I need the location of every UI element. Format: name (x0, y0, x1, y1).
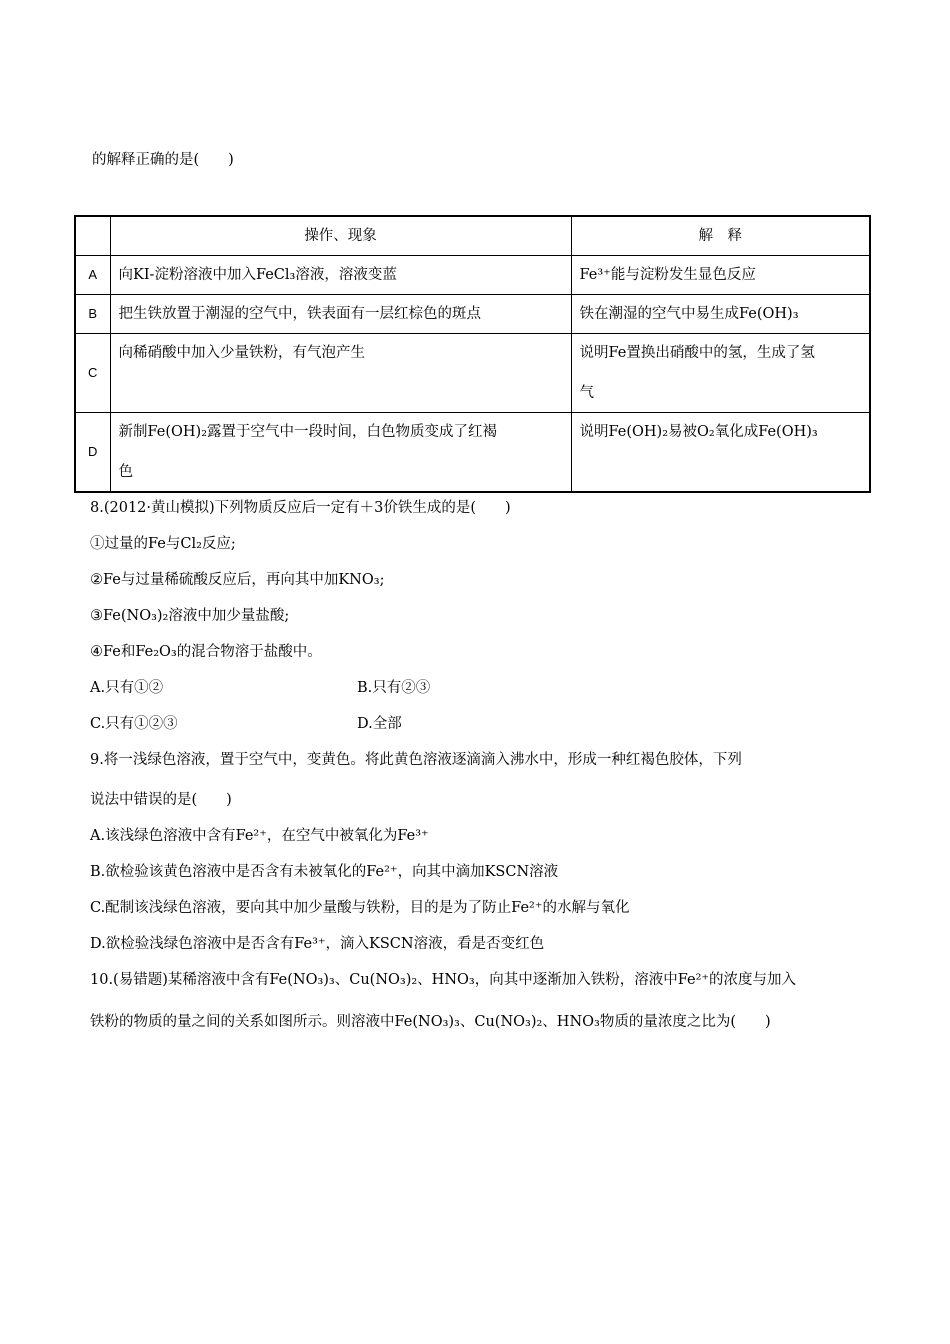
table-header-row (75, 216, 870, 255)
row-operation: 向KI-淀粉溶液中加入FeCl₃溶液，溶液变蓝 (110, 255, 571, 294)
row-operation: 向稀硝酸中加入少量铁粉，有气泡产生 (110, 333, 571, 412)
question-8-item: ③Fe(NO₃)₂溶液中加少量盐酸; (90, 608, 290, 624)
table-row (75, 333, 870, 412)
question-8-item: ④Fe和Fe₂O₃的混合物溶于盐酸中。 (90, 644, 322, 660)
row-label: D (75, 412, 110, 492)
row-explanation: 说明Fe置换出硝酸中的氢，生成了氢 气 (571, 333, 870, 412)
question-9-option-d: D.欲检验浅绿色溶液中是否含有Fe³⁺，滴入KSCN溶液，看是否变红色 (90, 936, 545, 952)
question-9-option-c: C.配制该浅绿色溶液，要向其中加少量酸与铁粉，目的是为了防止Fe²⁺的水解与氧化 (90, 900, 630, 916)
table-header-blank (75, 216, 110, 255)
question-8-option-d: D.全部 (357, 716, 402, 732)
question-10-stem-cont: 铁粉的物质的量之间的关系如图所示。则溶液中Fe(NO₃)₃、Cu(NO₃)₂、HNO₃物质的量浓度之比为( ) (90, 1014, 771, 1030)
question-8-option-b: B.只有②③ (357, 680, 431, 696)
row-operation: 新制Fe(OH)₂露置于空气中一段时间，白色物质变成了红褐 色 (110, 412, 571, 492)
row-explanation: 铁在潮湿的空气中易生成Fe(OH)₃ (571, 294, 870, 333)
question-10-stem: 10.(易错题)某稀溶液中含有Fe(NO₃)₃、Cu(NO₃)₂、HNO₃，向其中逐渐加入铁粉，溶液中Fe²⁺的浓度与加入 (90, 972, 797, 988)
row-operation: 把生铁放置于潮湿的空气中，铁表面有一层红棕色的斑点 (110, 294, 571, 333)
table-header-explanation: 解 释 (571, 216, 870, 255)
row-explanation: 说明Fe(OH)₂易被O₂氧化成Fe(OH)₃ (571, 412, 870, 492)
table-row (75, 412, 870, 492)
question-8-option-a: A.只有①② (90, 680, 164, 696)
question-9-option-b: B.欲检验该黄色溶液中是否含有未被氧化的Fe²⁺，向其中滴加KSCN溶液 (90, 864, 559, 880)
question-8-item: ②Fe与过量稀硫酸反应后，再向其中加KNO₃; (90, 572, 385, 588)
table-row (75, 255, 870, 294)
question-9-stem-cont: 说法中错误的是( ) (90, 792, 232, 808)
question-7-table (74, 215, 871, 493)
question-8-option-c: C.只有①②③ (90, 716, 178, 732)
row-label: B (75, 294, 110, 333)
question-8-stem: 8.(2012·黄山模拟)下列物质反应后一定有＋3价铁生成的是( ) (90, 500, 511, 516)
table-header-operation: 操作、现象 (110, 216, 571, 255)
row-label: A (75, 255, 110, 294)
question-9-stem: 9.将一浅绿色溶液，置于空气中，变黄色。将此黄色溶液逐滴滴入沸水中，形成一种红褐色胶体，下列 (90, 752, 742, 768)
row-explanation: Fe³⁺能与淀粉发生显色反应 (571, 255, 870, 294)
question-8-item: ①过量的Fe与Cl₂反应; (90, 536, 236, 552)
table-row (75, 294, 870, 333)
row-label: C (75, 333, 110, 412)
question-9-option-a: A.该浅绿色溶液中含有Fe²⁺，在空气中被氧化为Fe³⁺ (90, 828, 429, 844)
intro-line: 的解释正确的是( ) (92, 152, 234, 168)
